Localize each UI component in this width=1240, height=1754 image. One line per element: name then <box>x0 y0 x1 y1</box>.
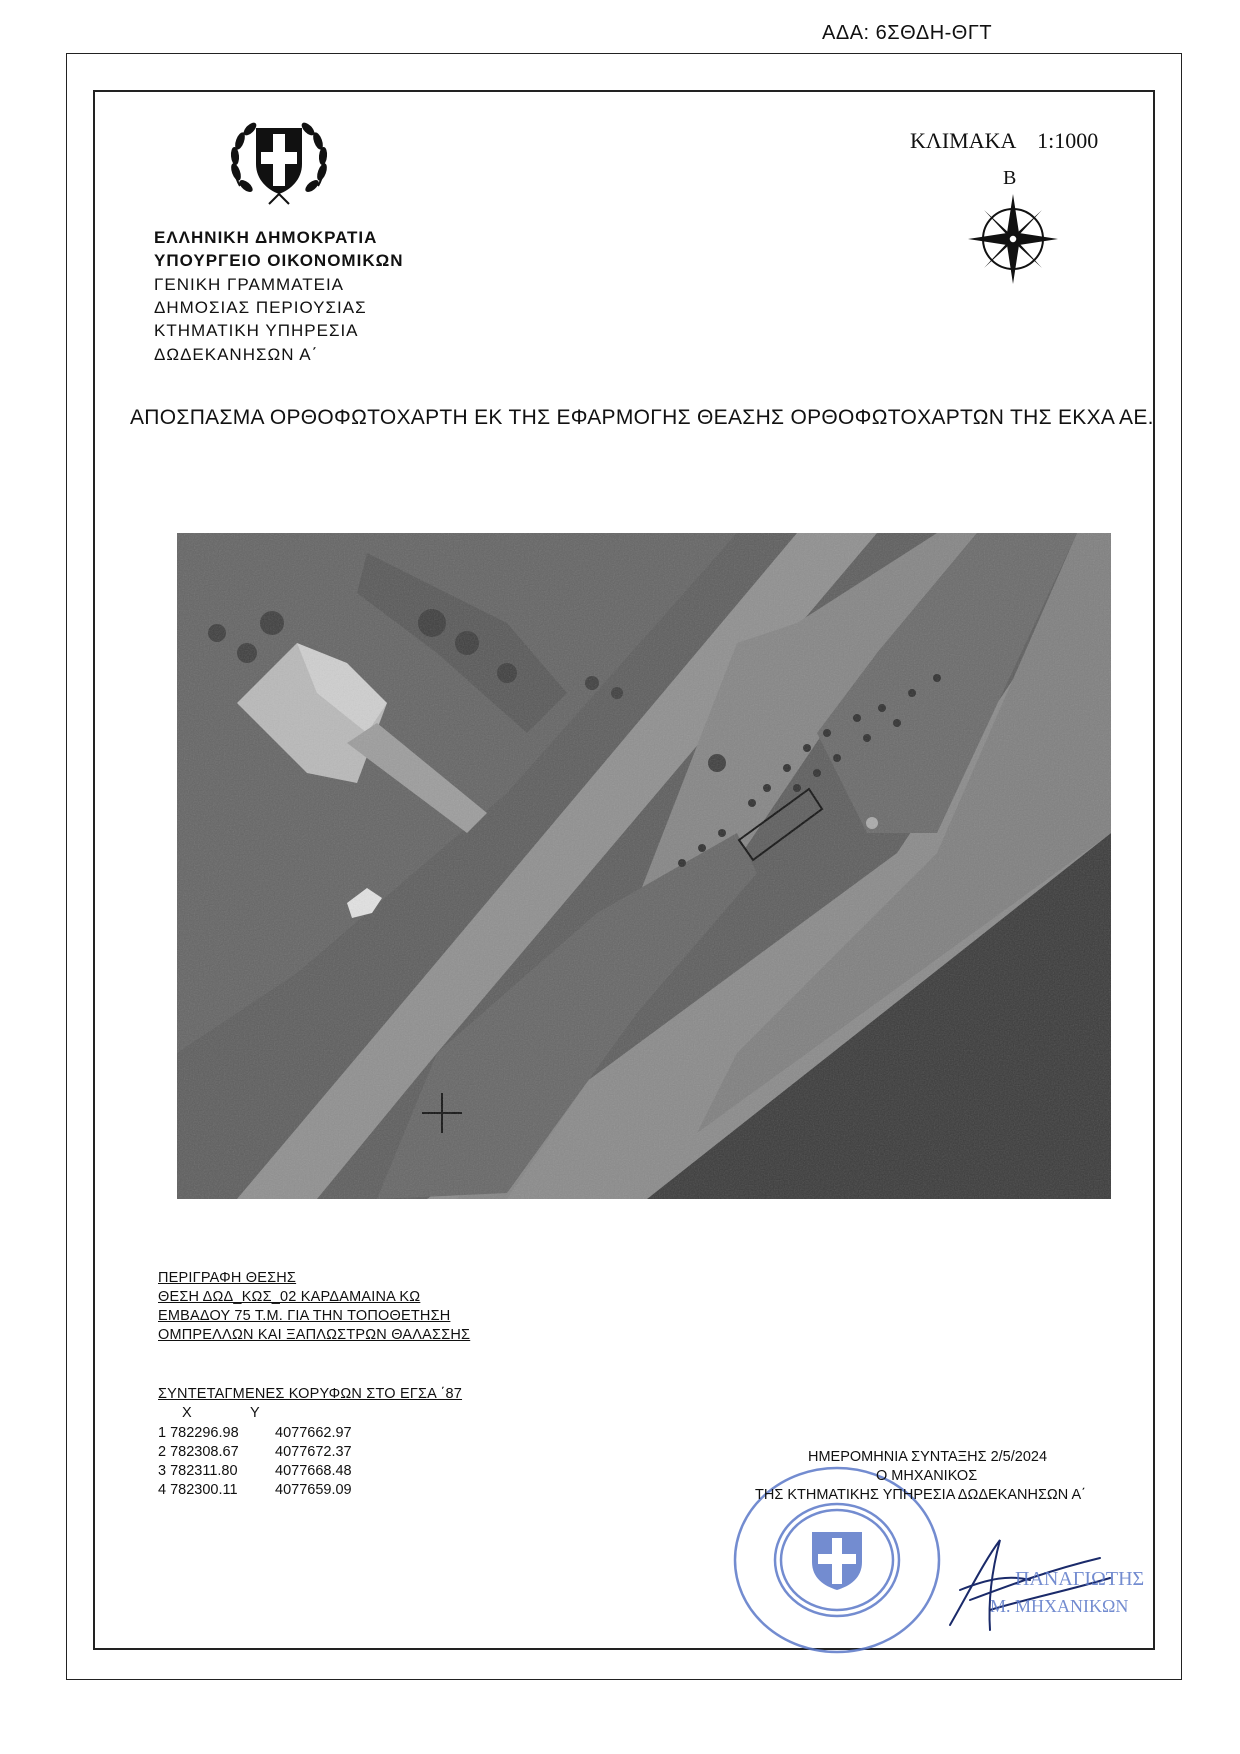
description-line-1: ΘΕΣΗ ΔΩΔ_ΚΩΣ_02 ΚΑΡΔΑΜΑΙΝΑ ΚΩ <box>158 1289 421 1305</box>
north-letter: Β <box>1003 167 1017 189</box>
stamp-title-text: Μ. ΜΗΧΑΝΙΚΩΝ <box>990 1596 1129 1616</box>
coordinate-row-y: 4077668.48 <box>275 1463 352 1479</box>
scale-label: ΚΛΙΜΑΚΑ 1:1000 <box>910 128 1099 153</box>
header-secretariat: ΓΕΝΙΚΗ ΓΡΑΜΜΑΤΕΙΑ <box>154 275 345 294</box>
coordinate-row-x: 1 782296.98 <box>158 1425 239 1441</box>
coordinate-row-y: 4077672.37 <box>275 1444 352 1460</box>
stamp-name-text: ΠΑΝΑΓΙΩΤΗΣ <box>1015 1568 1145 1590</box>
coordinates-col-y: Y <box>250 1405 260 1421</box>
compass-rose-icon <box>966 192 1060 286</box>
compilation-date: ΗΜΕΡΟΜΗΝΙΑ ΣΥΝΤΑΞΗΣ 2/5/2024 <box>808 1449 1048 1465</box>
engineer-office: ΤΗΣ ΚΤΗΜΑΤΙΚΗΣ ΥΠΗΡΕΣΙΑ ΔΩΔΕΚΑΝΗΣΩΝ Α΄ <box>755 1487 1086 1503</box>
header-republic: ΕΛΛΗΝΙΚΗ ΔΗΜΟΚΡΑΤΙΑ <box>154 228 378 247</box>
header-ministry: ΥΠΟΥΡΓΕΙΟ ΟΙΚΟΝΟΜΙΚΩΝ <box>154 251 404 270</box>
engineer-signature <box>930 1530 1145 1640</box>
document-id: ΑΔΑ: 6ΣΘΔΗ-ΘΓΤ <box>822 22 993 44</box>
coordinate-row-y: 4077662.97 <box>275 1425 352 1441</box>
description-line-2: ΕΜΒΑΔΟΥ 75 Τ.Μ. ΓΙΑ ΤΗΝ ΤΟΠΟΘΕΤΗΣΗ <box>158 1308 451 1324</box>
header-region: ΔΩΔΕΚΑΝΗΣΩΝ Α΄ <box>154 345 319 364</box>
engineer-role: Ο ΜΗΧΑΝΙΚΟΣ <box>876 1468 978 1484</box>
greek-coat-of-arms-icon <box>226 114 332 208</box>
coordinate-row-x: 4 782300.11 <box>158 1482 238 1498</box>
description-line-3: ΟΜΠΡΕΛΛΩΝ ΚΑΙ ΞΑΠΛΩΣΤΡΩΝ ΘΑΛΑΣΣΗΣ <box>158 1327 471 1343</box>
coordinate-row-x: 2 782308.67 <box>158 1444 239 1460</box>
coordinates-col-x: X <box>182 1405 192 1421</box>
document-subtitle: ΑΠΟΣΠΑΣΜΑ ΟΡΘΟΦΩΤΟΧΑΡΤΗ ΕΚ ΤΗΣ ΕΦΑΡΜΟΓΗΣ ΘΕΑΣΗΣ ΟΡΘΟΦΩΤΟΧΑΡΤΩΝ ΤΗΣ ΕΚΧΑ ΑΕ. <box>130 406 1154 429</box>
header-public-property: ΔΗΜΟΣΙΑΣ ΠΕΡΙΟΥΣΙΑΣ <box>154 298 367 317</box>
coordinate-row-y: 4077659.09 <box>275 1482 352 1498</box>
description-heading: ΠΕΡΙΓΡΑΦΗ ΘΕΣΗΣ <box>158 1270 297 1286</box>
header-service: ΚΤΗΜΑΤΙΚΗ ΥΠΗΡΕΣΙΑ <box>154 321 359 340</box>
orthophoto-map <box>177 533 1111 1199</box>
coordinates-heading: ΣΥΝΤΕΤΑΓΜΕΝΕΣ ΚΟΡΥΦΩΝ ΣΤΟ ΕΓΣΑ ΄87 <box>158 1386 463 1402</box>
coordinate-row-x: 3 782311.80 <box>158 1463 238 1479</box>
